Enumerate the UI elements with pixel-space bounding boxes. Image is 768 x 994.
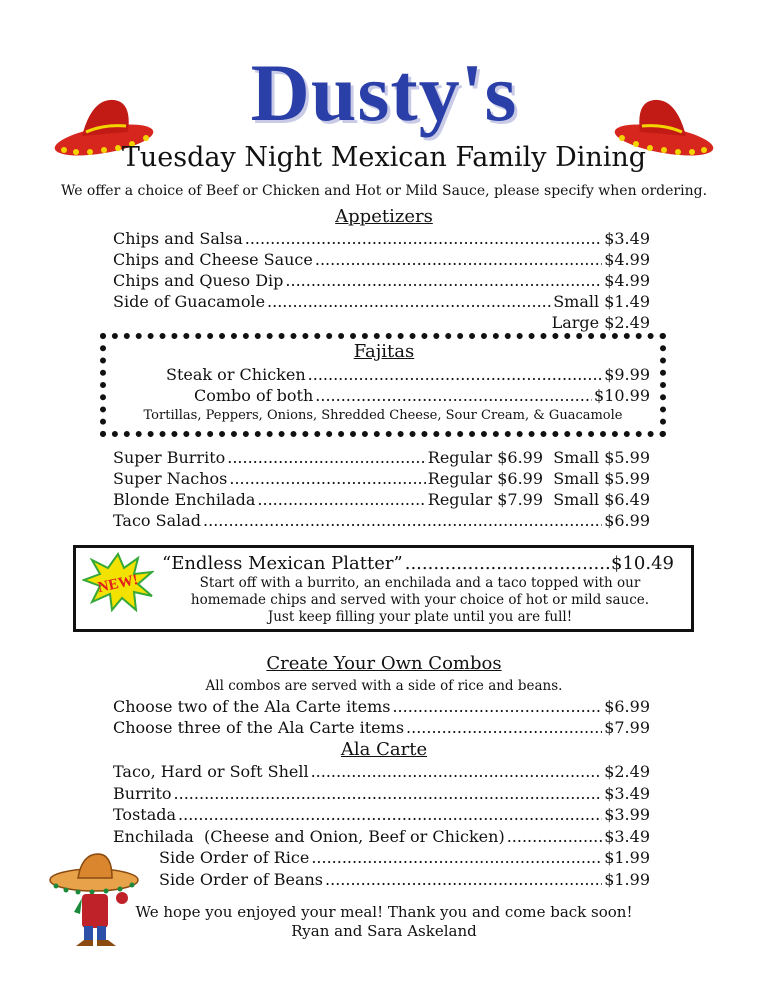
- menu-item: Enchilada (Cheese and Onion, Beef or Chicken) ..... $3.49: [113, 827, 650, 849]
- combos-note: All combos are served with a side of rice and beans.: [205, 678, 563, 694]
- appetizers-heading: Appetizers: [335, 206, 433, 227]
- logo: Dusty's: [250, 47, 518, 138]
- combos-list: [113, 697, 650, 739]
- menu-item: Combo of both ..... $10.99: [166, 386, 650, 407]
- fajitas-heading: Fajitas: [353, 341, 415, 362]
- menu-item: Side of Guacamole ..... Small $1.49: [113, 292, 650, 313]
- menu-item: Chips and Queso Dip ..... $4.99: [113, 271, 650, 292]
- footer-thanks: We hope you enjoyed your meal! Thank you and come back soon!: [135, 903, 633, 921]
- menu-item: Taco Salad ..... $6.99: [113, 511, 650, 532]
- menu-item: Chips and Cheese Sauce ..... $4.99: [113, 250, 650, 271]
- menu-item: Side Order of Beans ..... $1.99: [113, 870, 650, 892]
- platter-row: [162, 553, 674, 574]
- new-badge-icon: [82, 552, 154, 612]
- appetizers-list: [113, 229, 650, 334]
- menu-item: Super Nachos ..... Regular $6.99 Small $5.99: [113, 469, 650, 490]
- menu-item: Taco, Hard or Soft Shell ..... $2.49: [113, 762, 650, 784]
- guacamole-large-price: Large $2.49: [551, 313, 650, 332]
- menu-item: Super Burrito ..... Regular $6.99 Small $5.99: [113, 448, 650, 469]
- menu-item: Steak or Chicken ..... $9.99: [166, 365, 650, 386]
- footer-owners: Ryan and Sara Askeland: [291, 922, 477, 940]
- ala-carte-heading: Ala Carte: [340, 739, 428, 760]
- menu-item: Tostada ..... $3.99: [113, 805, 650, 827]
- fajitas-list: [166, 365, 650, 407]
- menu-item: Choose three of the Ala Carte items ..... $7.99: [113, 718, 650, 739]
- menu-item: Choose two of the Ala Carte items ..... $6.99: [113, 697, 650, 718]
- menu-item: Side Order of Rice ..... $1.99: [113, 848, 650, 870]
- combos-heading: Create Your Own Combos: [266, 653, 502, 674]
- fajitas-note: Tortillas, Peppers, Onions, Shredded Cheese, Sour Cream, & Guacamole: [143, 408, 623, 423]
- page-title: Tuesday Night Mexican Family Dining: [121, 142, 647, 173]
- platter-description: Start off with a burrito, an enchilada and a taco topped with our homemade chips and served with your choice of hot or mild sauce. Just keep filling your plate until you are full!: [190, 575, 650, 625]
- platter-name: “Endless Mexican Platter”: [162, 553, 403, 574]
- ala-carte-list: [113, 762, 650, 891]
- menu-item: Blonde Enchilada ..... Regular $7.99 Small $6.49: [113, 490, 650, 511]
- menu-item: Burrito ..... $3.49: [113, 784, 650, 806]
- menu-item: Chips and Salsa ..... $3.49: [113, 229, 650, 250]
- tagline: We offer a choice of Beef or Chicken and Hot or Mild Sauce, please specify when ordering.: [60, 183, 708, 199]
- entrees-list: [113, 448, 650, 532]
- new-badge-text: NEW!: [96, 571, 140, 597]
- platter-price: $10.49: [611, 553, 674, 574]
